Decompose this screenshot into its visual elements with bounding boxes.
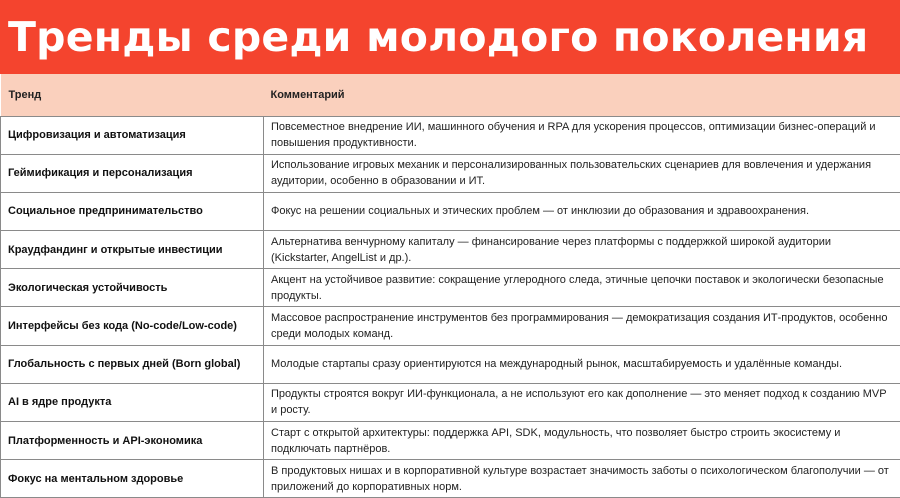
trend-cell: Геймификация и персонализация [1, 154, 264, 192]
title-banner [0, 0, 900, 74]
trend-cell: Глобальность с первых дней (Born global) [1, 345, 264, 383]
comment-cell: Продукты строятся вокруг ИИ-функционала, а не используют его как дополнение — это меняет подход к созданию MVP и росту. [264, 383, 900, 421]
trend-cell: Интерфейсы без кода (No-code/Low-code) [1, 307, 264, 345]
table-row [1, 422, 900, 460]
trend-cell: Социальное предпринимательство [1, 192, 264, 230]
trend-cell: Платформенность и API-экономика [1, 422, 264, 460]
comment-cell: Использование игровых механик и персонализированных пользовательских сценариев для вовлечения и удержания аудитории, особенно в образовании и ИТ. [264, 154, 900, 192]
table-row [1, 345, 900, 383]
trend-cell: Фокус на ментальном здоровье [1, 460, 264, 498]
comment-cell: Старт с открытой архитектуры: поддержка API, SDK, модульность, что позволяет быстро строить экосистему и подключать партнёров. [264, 422, 900, 460]
comment-cell: Молодые стартапы сразу ориентируются на международный рынок, масштабируемость и удалённые команды. [264, 345, 900, 383]
table-row [1, 154, 900, 192]
comment-cell: Фокус на решении социальных и этических проблем — от инклюзии до образования и здравоохранения. [264, 192, 900, 230]
trend-cell: Цифровизация и автоматизация [1, 116, 264, 154]
trend-cell: AI в ядре продукта [1, 383, 264, 421]
comment-cell: Альтернатива венчурному капиталу — финансирование через платформы с поддержкой широкой аудитории (Kickstarter, AngelList и др.). [264, 231, 900, 269]
table-row [1, 460, 900, 498]
trend-cell: Краудфандинг и открытые инвестиции [1, 231, 264, 269]
trend-cell: Экологическая устойчивость [1, 269, 264, 307]
table-row [1, 307, 900, 345]
comment-cell: Массовое распространение инструментов без программирования — демократизация создания ИТ-продуктов, особенно среди молодых команд. [264, 307, 900, 345]
page-title: Тренды среди молодого поколения [8, 13, 869, 61]
trends-table [0, 74, 900, 498]
comment-cell: Акцент на устойчивое развитие: сокращение углеродного следа, этичные цепочки поставок и экологически безопасные продукты. [264, 269, 900, 307]
table-row [1, 116, 900, 154]
table-row [1, 231, 900, 269]
comment-cell: В продуктовых нишах и в корпоративной культуре возрастает значимость заботы о психологическом благополучии — от приложений до корпоративных норм. [264, 460, 900, 498]
comment-cell: Повсеместное внедрение ИИ, машинного обучения и RPA для ускорения процессов, оптимизации бизнес-операций и повышения продуктивности. [264, 116, 900, 154]
table-row [1, 383, 900, 421]
table-row [1, 192, 900, 230]
column-header-trend: Тренд [8, 88, 42, 101]
column-header-comment: Комментарий [270, 88, 345, 101]
table-row [1, 269, 900, 307]
table-header-row [1, 74, 900, 116]
